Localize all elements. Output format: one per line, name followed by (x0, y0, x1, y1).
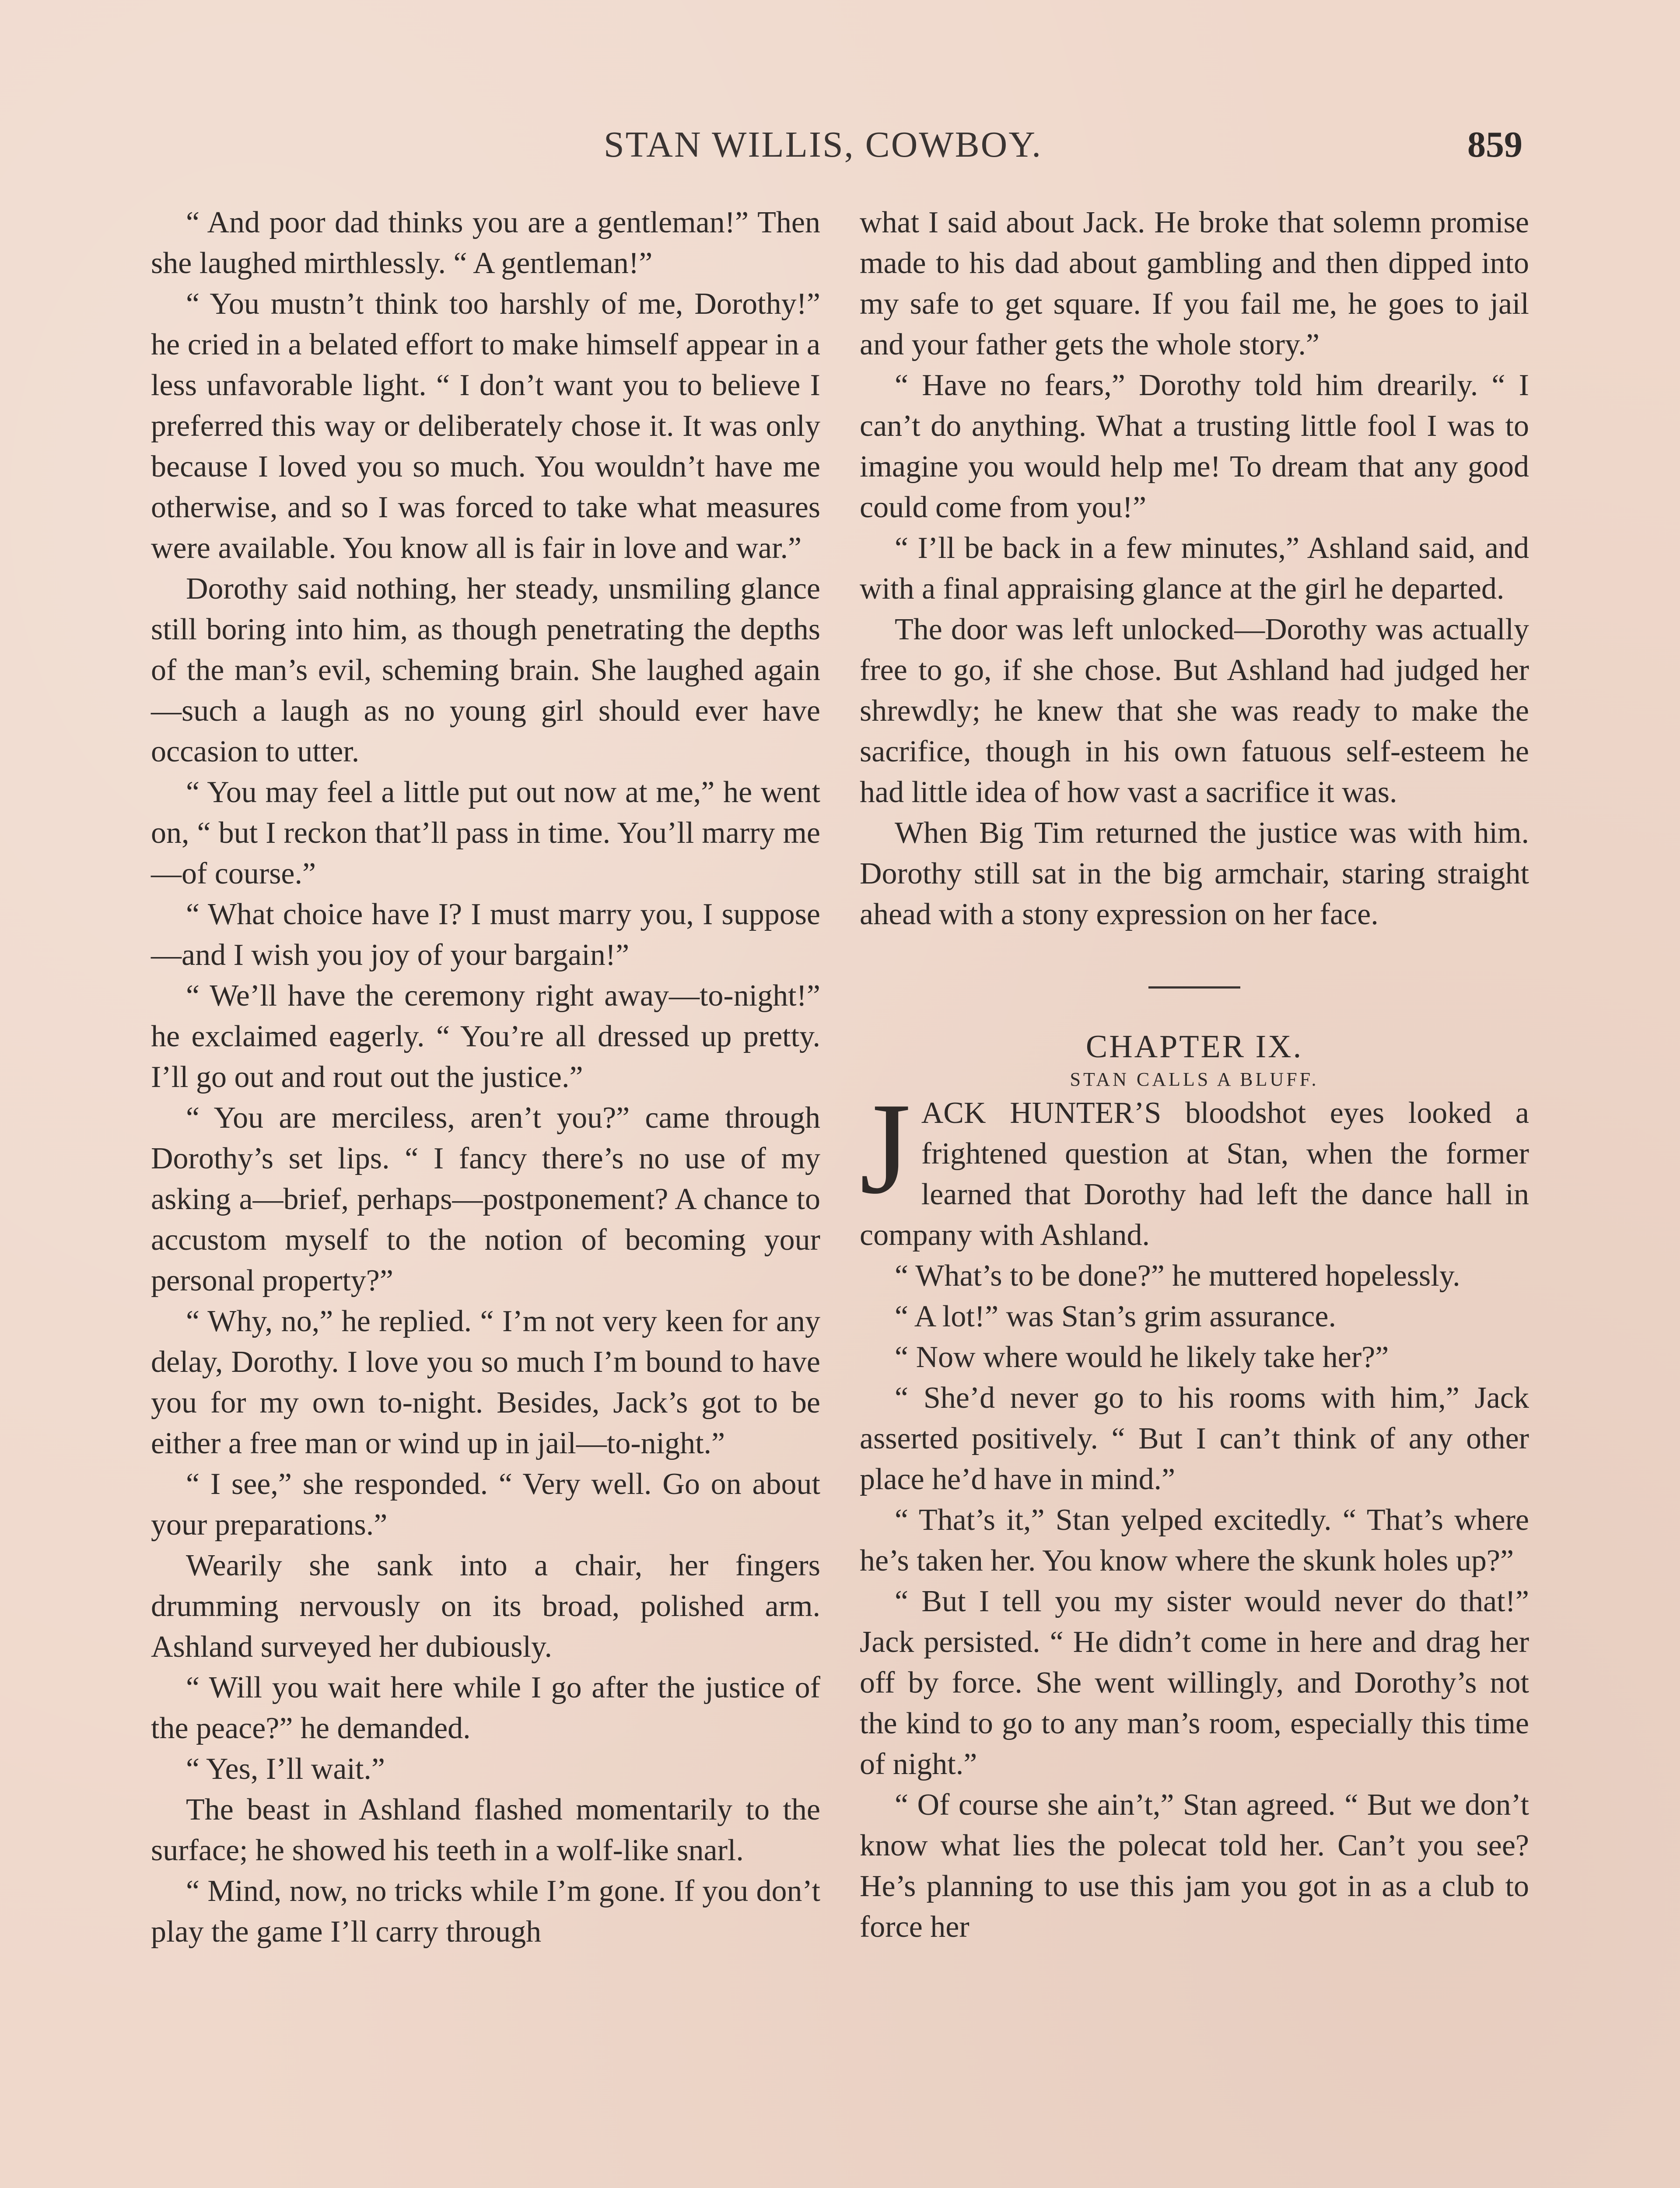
paragraph: “ But I tell you my sister would never do that!” Jack persisted. “ He didn’t come in here and drag her off by force. She went willingly, and Dorothy’s not the kind to go to any man’s room, especially this time of night.” (860, 1585, 1529, 1781)
paragraph: “ A lot!” was Stan’s grim assurance. (895, 1300, 1336, 1333)
paragraph: “ I’ll be back in a few minutes,” Ashland said, and with a final appraising glance at the girl he departed. (860, 531, 1529, 606)
paragraph: “ Yes, I’ll wait.” (186, 1752, 385, 1786)
paragraph: “ She’d never go to his rooms with him,” Jack asserted positively. “ But I can’t think of any other place he’d have in mind.” (860, 1381, 1529, 1496)
paragraph: “ Mind, now, no tricks while I’m gone. If you don’t play the game I’ll carry through (151, 1874, 820, 1949)
paragraph: “ What’s to be done?” he muttered hopelessly. (895, 1259, 1460, 1293)
drop-cap: J (860, 1076, 911, 1221)
paragraph: “ What choice have I? I must marry you, I suppose—and I wish you joy of your bargain!” (151, 898, 820, 972)
paragraph: “ And poor dad thinks you are a gentleman!” Then she laughed mirthlessly. “ A gentleman!” (151, 206, 820, 280)
opening-text: ACK HUNTER’S bloodshot eyes looked a frightened question at Stan, when the former learned that Dorothy had left the dance hall in company with Ashland. (860, 1096, 1529, 1252)
paragraph: When Big Tim returned the justice was with him. Dorothy still sat in the big armchair, staring straight ahead with a stony expression on her face. (860, 816, 1529, 931)
paragraph: “ You may feel a little put out now at me,” he went on, “ but I reckon that’ll pass in time. You’ll marry me—of course.” (151, 775, 820, 891)
paragraph: “ Will you wait here while I go after the justice of the peace?” he demanded. (151, 1671, 820, 1745)
paragraph: “ Have no fears,” Dorothy told him drearily. “ I can’t do anything. What a trusting little fool I was to imagine you would help me! To dream that any good could come from you!” (860, 368, 1529, 524)
right-column (860, 202, 1529, 1947)
paragraph: The door was left unlocked—Dorothy was actually free to go, if she chose. But Ashland had judged her shrewdly; he knew that she was ready to make the sacrifice, though in his own fatuous self-esteem he had little idea of how vast a sacrifice it was. (860, 613, 1529, 809)
paragraph: “ You mustn’t think too harshly of me, Dorothy!” he cried in a belated effort to make himself appear in a less unfavorable light. “ I don’t want you to believe I preferred this way or deliberately chose it. It was only because I loved you so much. You wouldn’t have me otherwise, and so I was forced to take what measures were available. You know all is fair in love and war.” (151, 287, 820, 565)
left-column (151, 202, 820, 1952)
chapter-title: CHAPTER IX. (1085, 1029, 1303, 1065)
paragraph: “ That’s it,” Stan yelped excitedly. “ That’s where he’s taken her. You know where the skunk holes up?” (860, 1503, 1529, 1578)
section-divider (1148, 986, 1240, 989)
paragraph: The beast in Ashland flashed momentarily to the surface; he showed his teeth in a wolf-like snarl. (151, 1793, 820, 1867)
paragraph: Wearily she sank into a chair, her fingers drumming nervously on its broad, polished arm. Ashland surveyed her dubiously. (151, 1549, 820, 1664)
paragraph: “ Of course she ain’t,” Stan agreed. “ But we don’t know what lies the polecat told her. Can’t you see? He’s planning to use this jam you got in as a club to force her (860, 1788, 1529, 1944)
continued-paragraph: what I said about Jack. He broke that solemn promise made to his dad about gambling and then dipped into my safe to get square. If you fail me, he goes to jail and your father gets the whole story.” (860, 206, 1529, 361)
page-number: 859 (1467, 124, 1522, 165)
paragraph: Dorothy said nothing, her steady, unsmiling glance still boring into him, as though penetrating the depths of the man’s evil, scheming brain. She laughed again—such a laugh as no young girl should ever have occasion to utter. (151, 572, 820, 768)
paragraph: “ You are merciless, aren’t you?” came through Dorothy’s set lips. “ I fancy there’s no use of my asking a—brief, perhaps—postponement? A chance to accustom myself to the notion of becoming your personal property?” (151, 1101, 820, 1297)
chapter-subtitle: STAN CALLS A BLUFF. (1070, 1069, 1319, 1090)
running-header: STAN WILLIS, COWBOY. (604, 124, 1043, 165)
paragraph: “ I see,” she responded. “ Very well. Go on about your preparations.” (151, 1467, 820, 1542)
paragraph: “ Why, no,” he replied. “ I’m not very keen for any delay, Dorothy. I love you so much I’m bound to have you for my own to-night. Besides, Jack’s got to be either a free man or wind up in jail—to-night.” (151, 1304, 820, 1460)
paragraph: “ We’ll have the ceremony right away—to-night!” he exclaimed eagerly. “ You’re all dressed up pretty. I’ll go out and rout out the justice.” (151, 979, 820, 1094)
paragraph: “ Now where would he likely take her?” (895, 1340, 1389, 1374)
